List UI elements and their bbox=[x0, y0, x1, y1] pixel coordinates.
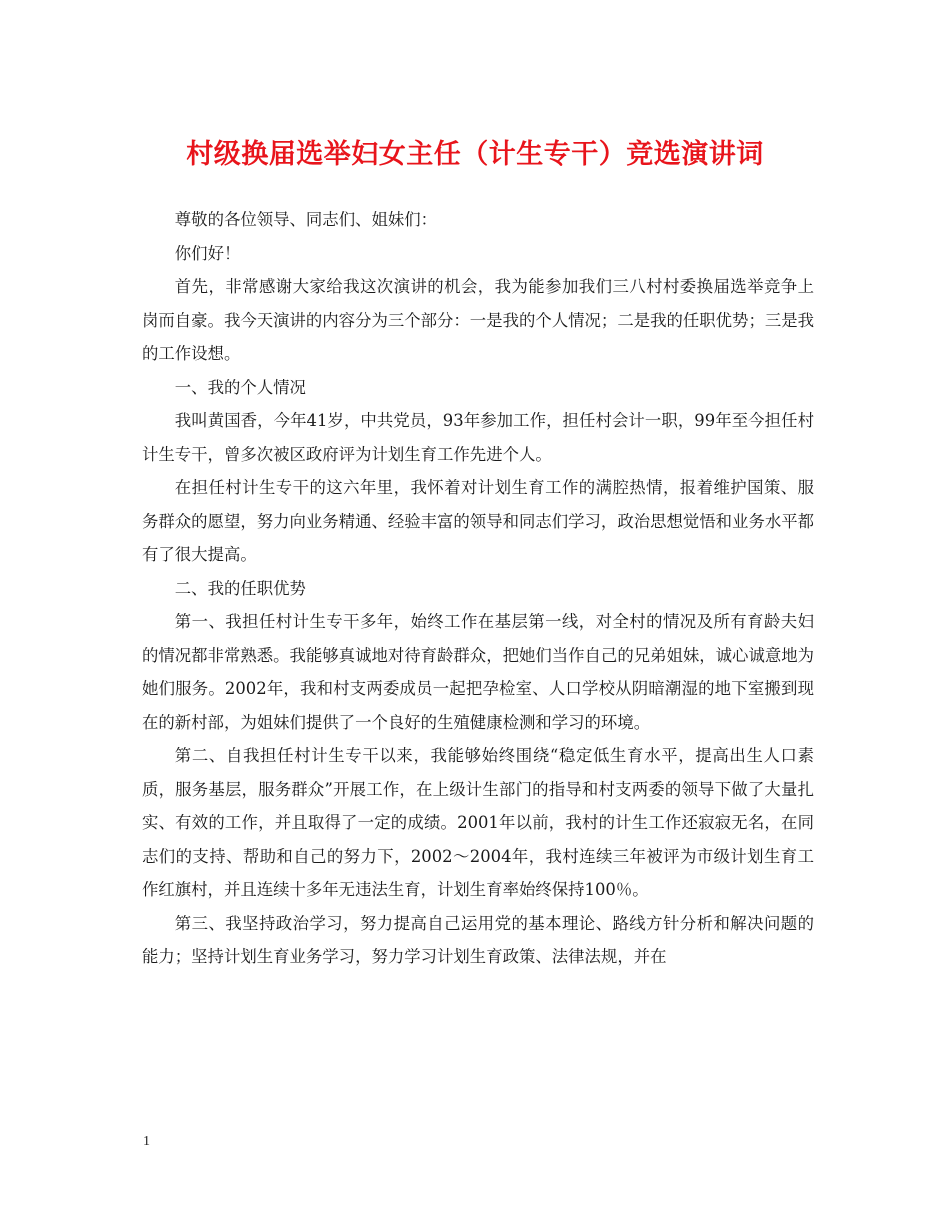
paragraph-advantage-second: 第二、自我担任村计生专干以来，我能够始终围绕“稳定低生育水平，提高出生人口素质，服务基层，服务群众”开展工作，在上级计生部门的指导和村支两委的领导下做了大量扎实、有效的工作，并且取得了一定的成绩。2001年以前，我村的计生工作还寂寂无名，在同志们的支持、帮助和自己的努力下，2002～2004年，我村连续三年被评为市级计划生育工作红旗村，并且连续十多年无违法生育，计划生育率始终保持100％。 bbox=[142, 746, 814, 899]
page-title: 村级换届选举妇女主任（计生专干）竞选演讲词 bbox=[186, 139, 764, 170]
paragraph-advantage-first: 第一、我担任村计生专干多年，始终工作在基层第一线，对全村的情况及所有育龄夫妇的情况都非常熟悉。我能够真诚地对待育龄群众，把她们当作自己的兄弟姐妹，诚心诚意地为她们服务。2002年，我和村支两委成员一起把孕检室、人口学校从阴暗潮湿的地下室搬到现在的新村部，为姐妹们提供了一个良好的生殖健康检测和学习的环境。 bbox=[142, 612, 815, 732]
paragraph-advantage-third: 第三、我坚持政治学习，努力提高自己运用党的基本理论、路线方针分析和解决问题的能力；坚持计划生育业务学习，努力学习计划生育政策、法律法规，并在 bbox=[142, 913, 814, 966]
paragraph-salutation: 尊敬的各位领导、同志们、姐妹们： bbox=[174, 210, 438, 229]
document-body bbox=[142, 203, 814, 974]
paragraph-personal-info: 我叫黄国香，今年41岁，中共党员，93年参加工作，担任村会计一职，99年至今担任村计生专干，曾多次被区政府评为计划生育工作先进个人。 bbox=[142, 411, 814, 464]
paragraph-six-years: 在担任村计生专干的这六年里，我怀着对计划生育工作的满腔热情，报着维护国策、服务群众的愿望，努力向业务精通、经验丰富的领导和同志们学习，政治思想觉悟和业务水平都有了很大提高。 bbox=[142, 478, 815, 564]
paragraph-greeting: 你们好！ bbox=[174, 243, 241, 263]
paragraph-intro: 首先，非常感谢大家给我这次演讲的机会，我为能参加我们三八村村委换届选举竞争上岗而自豪。我今天演讲的内容分为三个部分：一是我的个人情况；二是我的任职优势；三是我的工作设想。 bbox=[142, 277, 815, 363]
section-heading-advantages: 二、我的任职优势 bbox=[174, 578, 306, 598]
section-heading-personal: 一、我的个人情况 bbox=[174, 377, 306, 397]
page-number: 1 bbox=[143, 1134, 150, 1149]
